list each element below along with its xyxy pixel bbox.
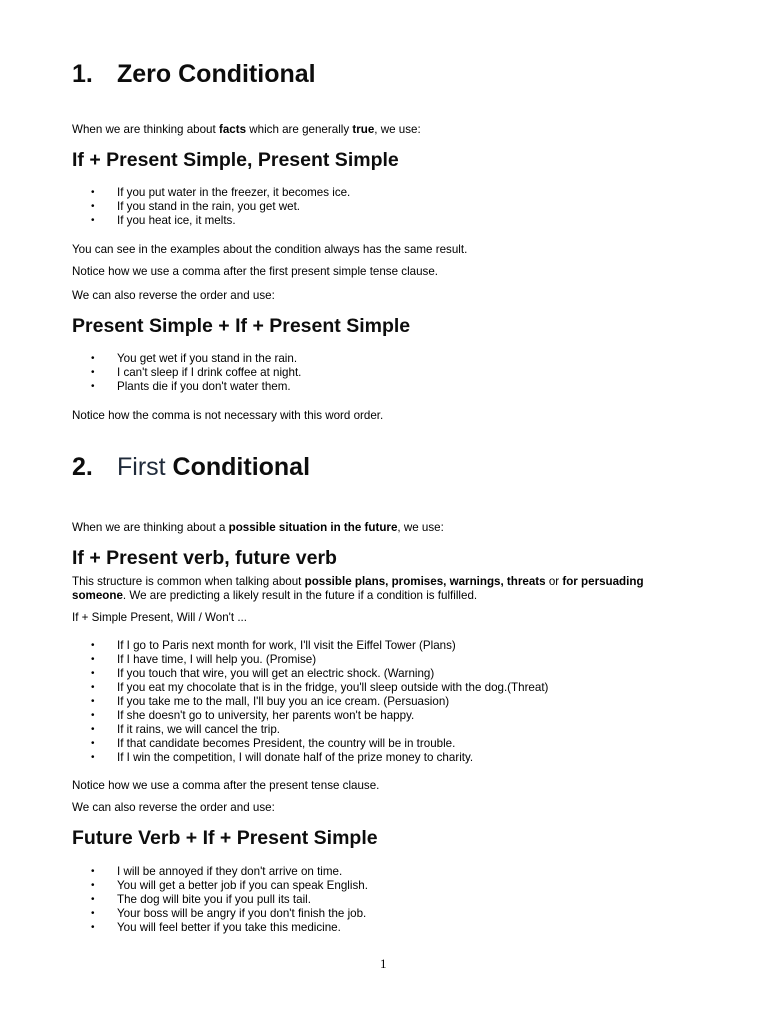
intro-text: , we use:: [397, 521, 444, 534]
section-1-note-2: Notice how we use a comma after the first present simple tense clause.: [72, 265, 439, 278]
intro-text: When we are thinking about a: [72, 521, 229, 534]
list-item: • If you eat my chocolate that is in the fridge, you'll sleep outside with the dog.(Threat): [72, 681, 548, 695]
list-item: • Plants die if you don't water them.: [72, 380, 301, 394]
list-item: • If you take me to the mall, I'll buy you an ice cream. (Persuasion): [72, 695, 548, 709]
list-item: • The dog will bite you if you pull its tail.: [72, 893, 368, 907]
list-item: • You get wet if you stand in the rain.: [72, 352, 301, 366]
section-1-examples-2: [72, 352, 301, 394]
desc-text: This structure is common when talking about: [72, 575, 305, 588]
list-item: • If that candidate becomes President, the country will be in trouble.: [72, 737, 548, 751]
section-2-title-rest: Conditional: [165, 453, 311, 481]
section-2-structure: If + Present verb, future verb: [72, 547, 337, 569]
desc-bold: possible plans, promises, warnings, threats: [304, 575, 546, 588]
section-2-formula: If + Simple Present, Will / Won't ...: [72, 611, 247, 624]
section-1-title: Zero Conditional: [117, 60, 316, 88]
list-item: • If I win the competition, I will donate half of the prize money to charity.: [72, 751, 548, 765]
section-2-note-2: We can also reverse the order and use:: [72, 801, 275, 814]
section-1-note-1: You can see in the examples about the condition always has the same result.: [72, 243, 468, 256]
section-1-number: 1.: [72, 60, 93, 88]
intro-bold: possible situation in the future: [228, 521, 398, 534]
list-item: • If you touch that wire, you will get an electric shock. (Warning): [72, 667, 548, 681]
intro-text: , we use:: [374, 123, 421, 136]
section-2-examples-2: [72, 865, 368, 935]
list-item: • If it rains, we will cancel the trip.: [72, 723, 548, 737]
list-item: • I can't sleep if I drink coffee at night.: [72, 366, 301, 380]
section-1-note-4: Notice how the comma is not necessary with this word order.: [72, 409, 384, 422]
list-item: • If you stand in the rain, you get wet.: [72, 200, 350, 214]
list-item: • If you heat ice, it melts.: [72, 214, 350, 228]
page-number: 1: [380, 956, 387, 971]
section-1-intro: [72, 123, 421, 137]
desc-bold: for persuading someone: [72, 575, 644, 602]
intro-text: When we are thinking about: [72, 123, 219, 136]
intro-bold-facts: facts: [218, 123, 247, 136]
list-item: • You will get a better job if you can speak English.: [72, 879, 368, 893]
section-1-structure-2: Present Simple + If + Present Simple: [72, 315, 411, 337]
section-2-heading: [72, 453, 310, 482]
section-2-title-first: First: [117, 453, 166, 481]
section-2-examples: [72, 639, 548, 765]
section-2-number: 2.: [72, 453, 93, 481]
section-2-intro: [72, 521, 444, 535]
section-1-note-3: We can also reverse the order and use:: [72, 289, 275, 302]
list-item: • If I go to Paris next month for work, I'll visit the Eiffel Tower (Plans): [72, 639, 548, 653]
section-1-examples: [72, 186, 350, 228]
section-2-description: [72, 575, 652, 603]
list-item: • Your boss will be angry if you don't finish the job.: [72, 907, 368, 921]
list-item: • You will feel better if you take this medicine.: [72, 921, 368, 935]
section-2-structure-2: Future Verb + If + Present Simple: [72, 827, 378, 849]
desc-text: . We are predicting a likely result in the future if a condition is fulfilled.: [122, 589, 478, 602]
list-item: • If I have time, I will help you. (Promise): [72, 653, 548, 667]
intro-bold-true: true: [352, 123, 375, 136]
list-item: • I will be annoyed if they don't arrive on time.: [72, 865, 368, 879]
list-item: • If she doesn't go to university, her parents won't be happy.: [72, 709, 548, 723]
intro-text: which are generally: [246, 123, 353, 136]
section-1-structure: If + Present Simple, Present Simple: [72, 149, 399, 171]
desc-text: or: [545, 575, 563, 588]
section-1-heading: [72, 60, 316, 89]
section-2-note-1: Notice how we use a comma after the present tense clause.: [72, 779, 380, 792]
list-item: • If you put water in the freezer, it becomes ice.: [72, 186, 350, 200]
